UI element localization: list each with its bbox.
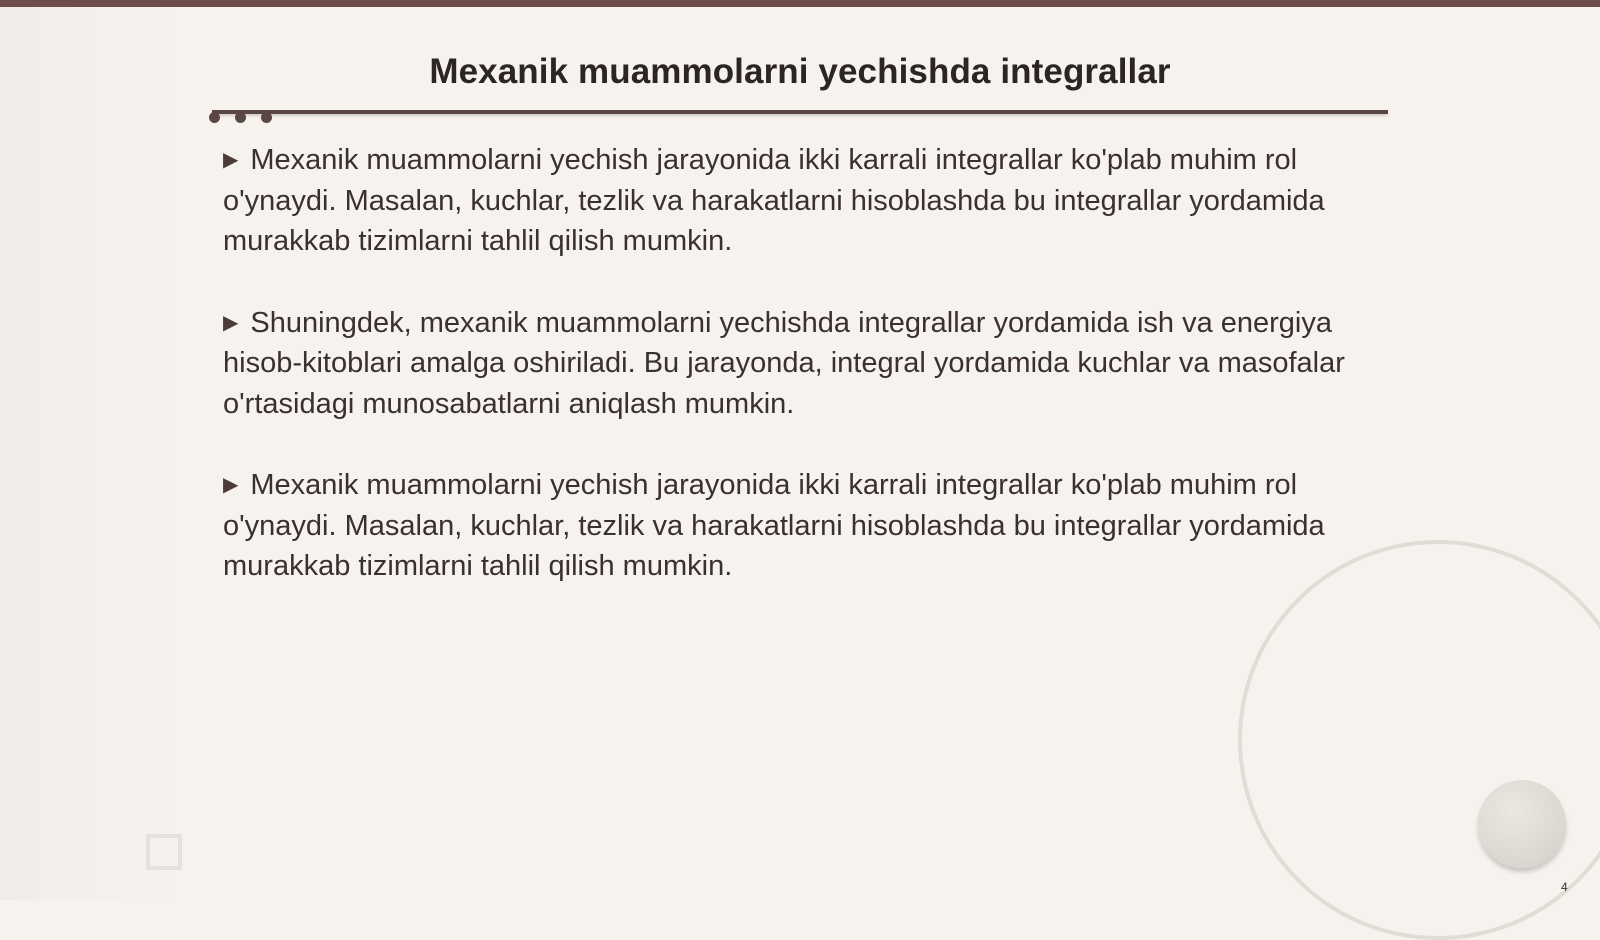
bullet-text: Mexanik muammolarni yechish jarayonida ikki karrali integrallar ko'plab muhim rol o'ynaydi. Masalan, kuchlar, tezlik va harakatlarni hisoblashda bu integrallar yordamida murakkab tizimlarni tahlil qilish mumkin. <box>223 144 1325 257</box>
bullet-arrow-icon: ▶ <box>223 311 239 334</box>
title-dot-1 <box>209 112 220 123</box>
slide-title: Mexanik muammolarni yechishda integrallar <box>429 52 1171 91</box>
bullet-item <box>223 140 1383 262</box>
bullet-arrow-icon: ▶ <box>223 474 239 496</box>
bullet-item <box>223 303 1383 425</box>
bullet-list <box>223 140 1383 628</box>
bullet-item <box>223 465 1383 587</box>
bullet-arrow-icon: ▶ <box>223 149 239 171</box>
title-underline <box>212 110 1388 114</box>
bullet-text: Mexanik muammolarni yechish jarayonida ikki karrali integrallar ko'plab muhim rol o'ynaydi. Masalan, kuchlar, tezlik va harakatlarni hisoblashda bu integrallar yordamida murakkab tizimlarni tahlil qilish mumkin. <box>223 469 1325 582</box>
decorative-sphere <box>1478 780 1566 868</box>
decorative-square-outline <box>146 834 182 870</box>
left-background-panel <box>0 7 215 900</box>
title-dot-2 <box>235 112 246 123</box>
page-number: 4 <box>1561 880 1568 894</box>
top-accent-bar <box>0 0 1600 7</box>
title-dot-3 <box>261 112 272 123</box>
bullet-text: Shuningdek, mexanik muammolarni yechishda integrallar yordamida ish va energiya hisob-kitoblari amalga oshiriladi. Bu jarayonda, integral yordamida kuchlar va masofalar o'rtasidagi munosabatlarni aniqlash mumkin. <box>223 306 1345 420</box>
